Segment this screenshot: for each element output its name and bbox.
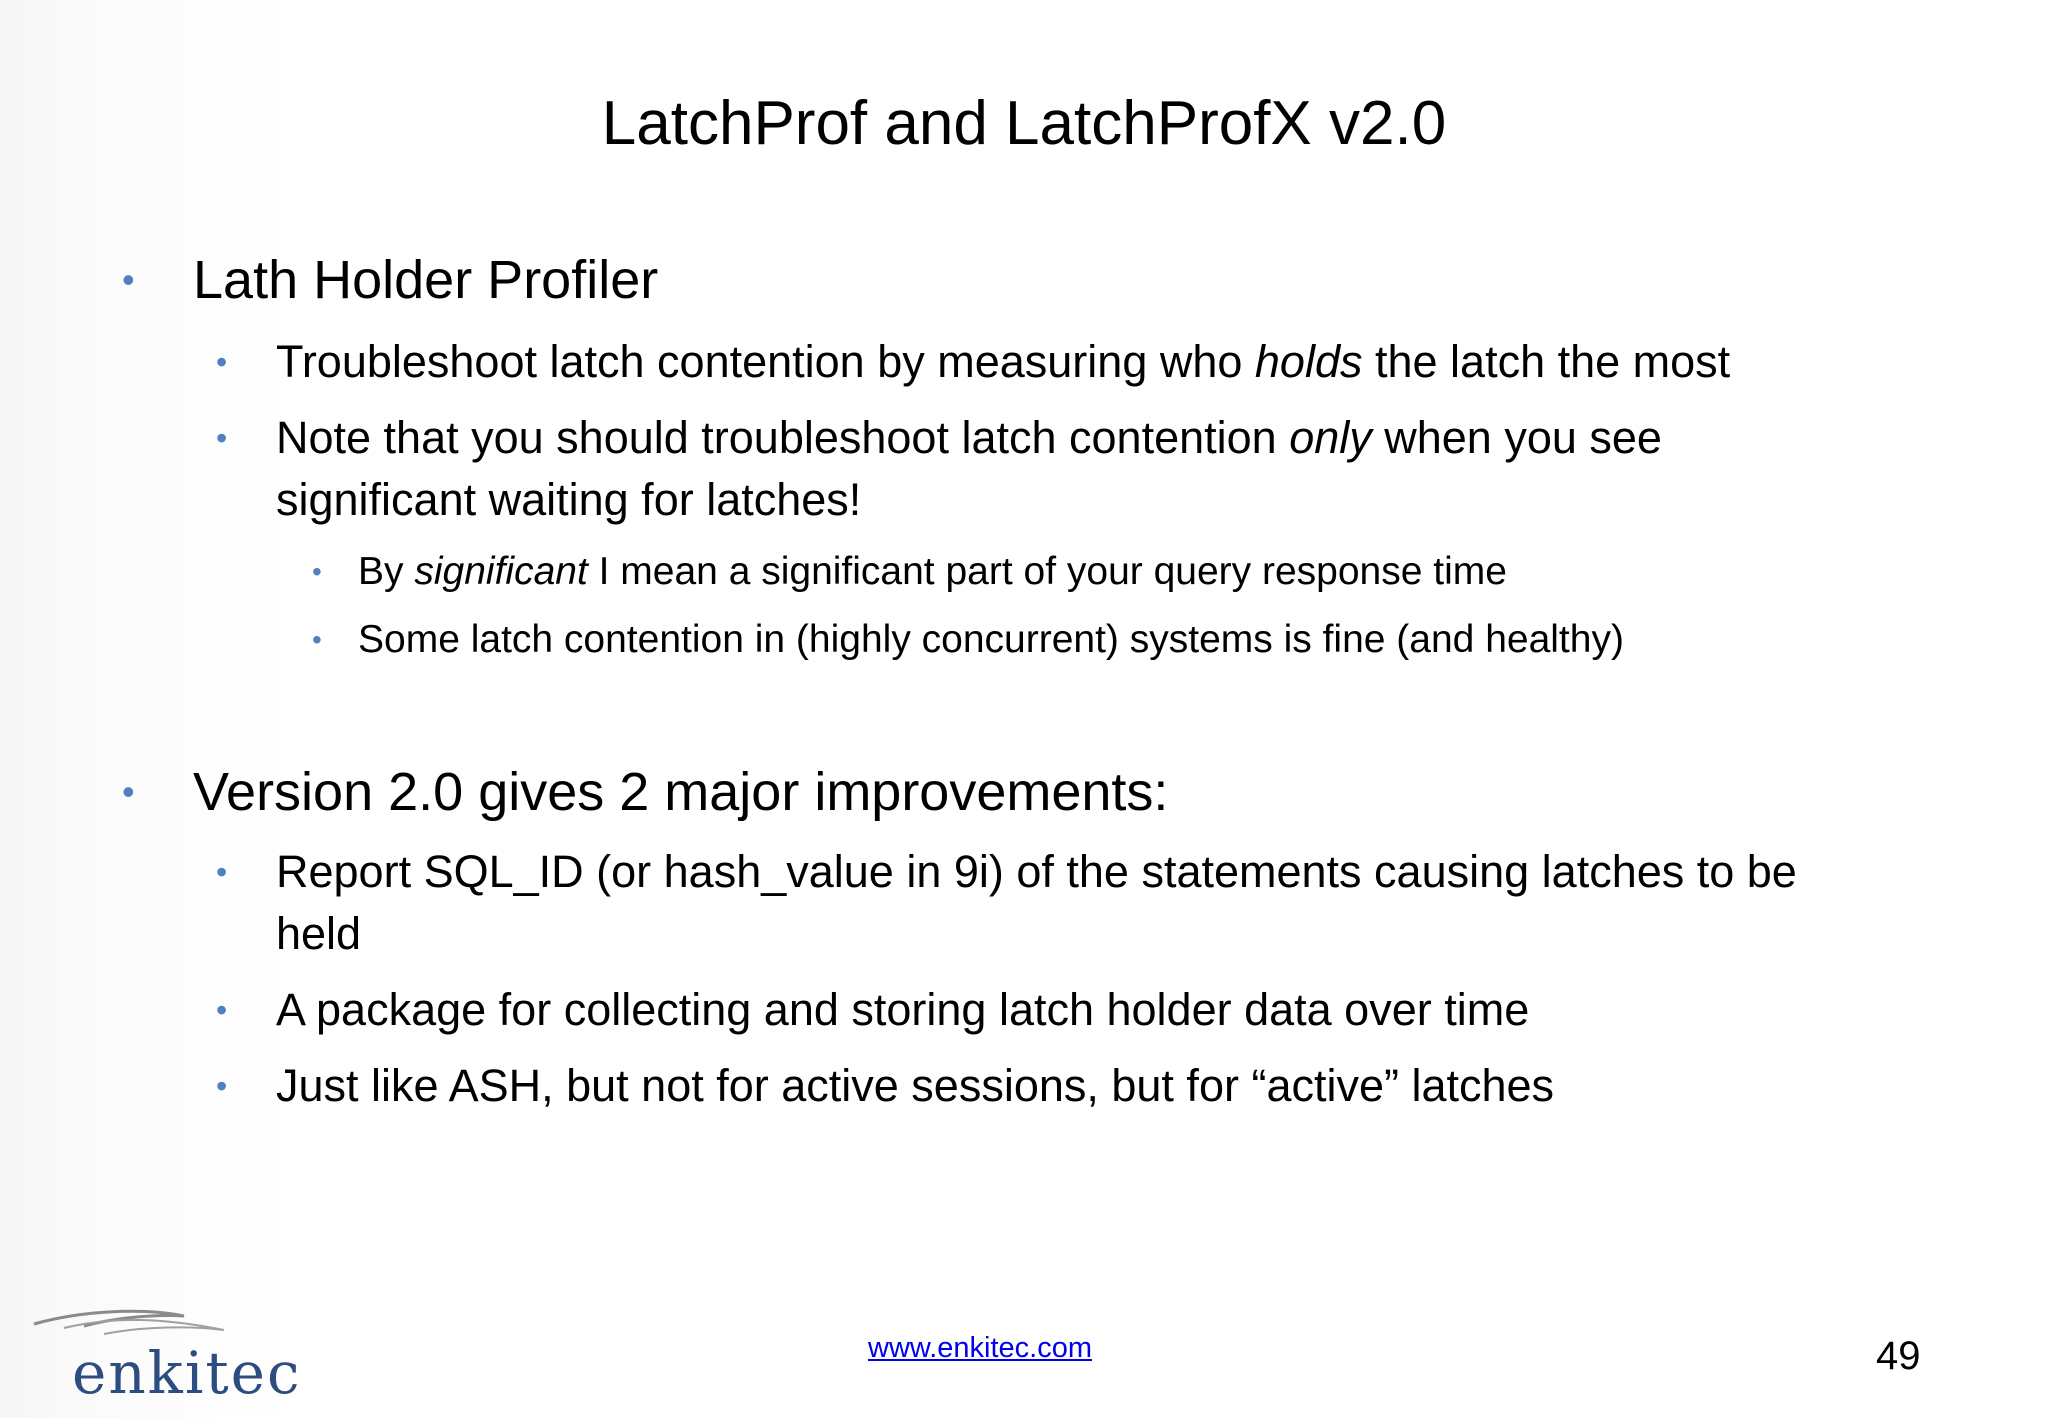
bullet-dot: • — [216, 1068, 228, 1104]
bullet-dot: • — [216, 992, 228, 1028]
bullet-dot: • — [312, 624, 322, 655]
bullet-text: Troubleshoot latch contention by measuring who holds the latch the most — [276, 336, 1731, 387]
bullet-dot: • — [216, 344, 228, 380]
bullet-text: Some latch contention in (highly concurrent) systems is fine (and healthy) — [358, 618, 1624, 661]
bullet-dot: • — [312, 556, 322, 587]
bullet-text: Version 2.0 gives 2 major improvements: — [193, 762, 1169, 822]
slide-title: LatchProf and LatchProfX v2.0 — [601, 89, 1447, 158]
bullet-text: By significant I mean a significant part of your query response time — [358, 550, 1507, 593]
bullet-dot: • — [122, 771, 135, 812]
bullet-text: A package for collecting and storing latch holder data over time — [276, 984, 1530, 1035]
bullet-text-continued: significant waiting for latches! — [276, 474, 862, 525]
bullet-dot: • — [216, 854, 228, 890]
bullet-dot: • — [122, 259, 135, 300]
page-number: 49 — [1876, 1334, 1921, 1378]
bullet-text: Report SQL_ID (or hash_value in 9i) of the statements causing latches to be — [276, 846, 1797, 897]
logo-wordmark: enkitec — [72, 1339, 302, 1407]
footer-website-link[interactable]: www.enkitec.com — [868, 1332, 1093, 1364]
bullet-text-continued: held — [276, 908, 362, 959]
bullet-text: Note that you should troubleshoot latch contention only when you see — [276, 412, 1662, 463]
bullet-text: Just like ASH, but not for active sessions, but for “active” latches — [276, 1060, 1555, 1111]
bullet-dot: • — [216, 420, 228, 456]
bullet-text: Lath Holder Profiler — [193, 250, 659, 310]
